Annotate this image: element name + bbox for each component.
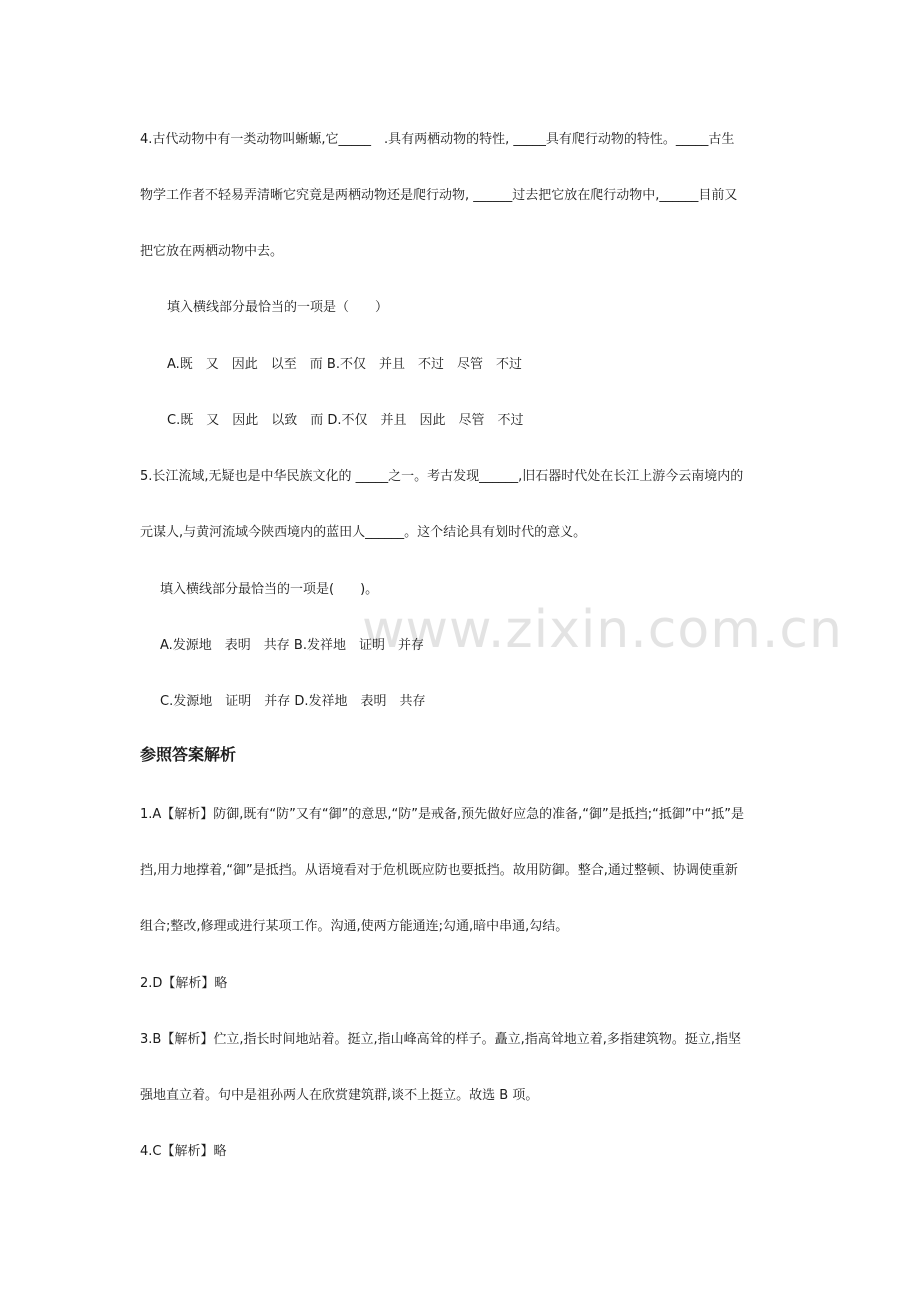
watermark: www.zixin.com.cn	[362, 600, 843, 660]
question-text-line: 4.古代动物中有一类动物叫蜥螈,它_____ .具有两栖动物的特性, _____具有爬行动物的特性。_____古生	[140, 132, 735, 147]
question-text-line: 元谋人,与黄河流域今陕西境内的蓝田人______。这个结论具有划时代的意义。	[140, 525, 587, 540]
answer-options: A.既 又 因此 以至 而 B.不仅 并且 不过 尽管 不过	[167, 357, 522, 372]
answer-explanation-line: 1.A【解析】防御,既有“防”又有“御”的意思,“防”是戒备,预先做好应急的准备,“御”是抵挡;“抵御”中“抵”是	[140, 807, 745, 822]
answer-options: C.发源地 证明 并存 D.发祥地 表明 共存	[160, 694, 426, 709]
answer-explanation-line: 4.C【解析】略	[140, 1144, 227, 1159]
answer-explanation-line: 挡,用力地撑着,“御”是抵挡。从语境看对于危机既应防也要抵挡。故用防御。整合,通过整顿、协调使重新	[140, 863, 738, 878]
section-heading: 参照答案解析	[140, 745, 237, 764]
question-prompt: 填入横线部分最恰当的一项是( )。	[160, 582, 379, 597]
answer-options: C.既 又 因此 以致 而 D.不仅 并且 因此 尽管 不过	[167, 413, 524, 428]
answer-options: A.发源地 表明 共存 B.发祥地 证明 并存	[160, 638, 424, 653]
question-prompt: 填入横线部分最恰当的一项是（ ）	[167, 300, 389, 315]
question-text-line: 5.长江流域,无疑也是中华民族文化的 _____之一。考古发现______,旧石器时代处在长江上游今云南境内的	[140, 469, 744, 484]
answer-explanation-line: 强地直立着。句中是祖孙两人在欣赏建筑群,谈不上挺立。故选 B 项。	[140, 1088, 539, 1103]
answer-explanation-line: 3.B【解析】伫立,指长时间地站着。挺立,指山峰高耸的样子。矗立,指高耸地立着,多指建筑物。挺立,指坚	[140, 1032, 741, 1047]
question-text-line: 把它放在两栖动物中去。	[140, 244, 284, 259]
answer-explanation-line: 组合;整改,修理或进行某项工作。沟通,使两方能通连;勾通,暗中串通,勾结。	[140, 919, 569, 934]
answer-explanation-line: 2.D【解析】略	[140, 976, 228, 991]
question-text-line: 物学工作者不轻易弄清晰它究竟是两栖动物还是爬行动物, ______过去把它放在爬行动物中,______目前又	[140, 188, 738, 203]
